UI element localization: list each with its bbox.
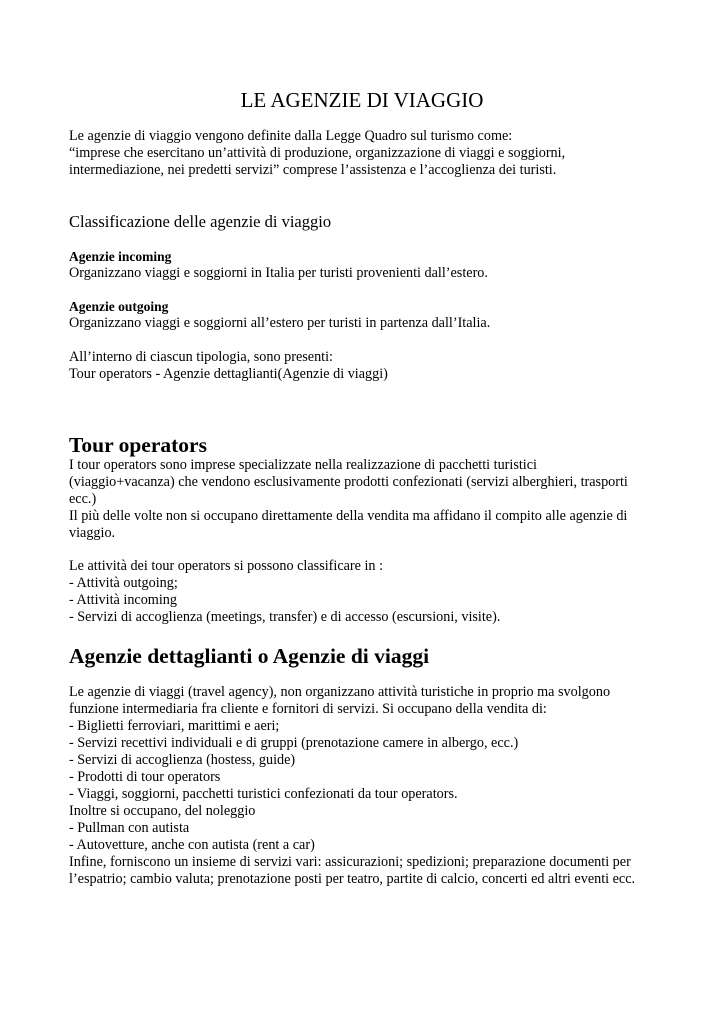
outgoing-heading: Agenzie outgoing [69,299,169,314]
intro-line: Le agenzie di viaggio vengono definite dalla Legge Quadro sul turismo come: [69,128,513,144]
outgoing-text: Organizzano viaggi e soggiorni all’estero per turisti in partenza dall’Italia. [69,315,491,331]
list-item: - Biglietti ferroviari, marittimi e aeri; [69,718,280,734]
list-item: - Pullman con autista [69,820,190,836]
retail-agencies-body [69,684,669,888]
types-line: All’interno di ciascun tipologia, sono presenti: [69,349,333,365]
list-item: - Autovetture, anche con autista (rent a car) [69,837,315,853]
retail-agencies-heading: Agenzie dettaglianti o Agenzie di viaggi [69,644,430,668]
tour-operators-paragraph [69,457,669,542]
tour-operators-line: viaggio. [69,525,116,541]
list-item: - Servizi recettivi individuali e di gruppi (prenotazione camere in albergo, ecc.) [69,735,519,751]
rentals-list [69,820,669,854]
tour-operators-activities [69,558,669,626]
intro-line: “imprese che esercitano un’attività di produzione, organizzazione di viaggi e soggiorni, [69,145,566,161]
types-line: Tour operators - Agenzie dettaglianti(Agenzie di viaggi) [69,366,388,382]
tour-operators-line: I tour operators sono imprese specializzate nella realizzazione di pacchetti turistici [69,457,537,473]
list-item: - Attività outgoing; [69,575,178,591]
intro-paragraph [69,128,669,179]
incoming-heading: Agenzie incoming [69,249,172,264]
classification-heading: Classificazione delle agenzie di viaggio [69,212,332,231]
list-item: - Viaggi, soggiorni, pacchetti turistici confezionati da tour operators. [69,786,458,802]
list-item: - Attività incoming [69,592,177,608]
list-item: - Prodotti di tour operators [69,769,221,785]
types-paragraph [69,349,669,383]
sales-list [69,718,669,803]
activities-list [69,575,669,626]
activities-intro: Le attività dei tour operators si possono classificare in : [69,558,384,574]
intro-line: intermediazione, nei predetti servizi” comprese l’assistenza e l’accoglienza dei turisti. [69,162,557,178]
retail-line: funzione intermediaria fra cliente e fornitori di servizi. Si occupano della vendita di: [69,701,547,717]
list-item: - Servizi di accoglienza (hostess, guide) [69,752,296,768]
tour-operators-line: (viaggio+vacanza) che vendono esclusivamente prodotti confezionati (servizi alberghieri, trasporti [69,474,628,490]
document-title: LE AGENZIE DI VIAGGIO [240,88,484,112]
rental-intro: Inoltre si occupano, del noleggio [69,803,256,819]
incoming-text: Organizzano viaggi e soggiorni in Italia per turisti provenienti dall’estero. [69,265,488,281]
tour-operators-heading: Tour operators [69,433,207,457]
list-item: - Servizi di accoglienza (meetings, transfer) e di accesso (escursioni, visite). [69,609,501,625]
tour-operators-line: Il più delle volte non si occupano direttamente della vendita ma affidano il compito alle agenzie di [69,508,628,524]
incoming-section [69,248,669,282]
retail-final-line: l’espatrio; cambio valuta; prenotazione posti per teatro, partite di calcio, concerti ed altri eventi ecc. [69,871,636,887]
retail-line: Le agenzie di viaggi (travel agency), non organizzano attività turistiche in proprio ma svolgono [69,684,611,700]
outgoing-section [69,298,669,332]
retail-final-line: Infine, forniscono un insieme di servizi vari: assicurazioni; spedizioni; preparazione documenti per [69,854,631,870]
tour-operators-line: ecc.) [69,491,97,507]
